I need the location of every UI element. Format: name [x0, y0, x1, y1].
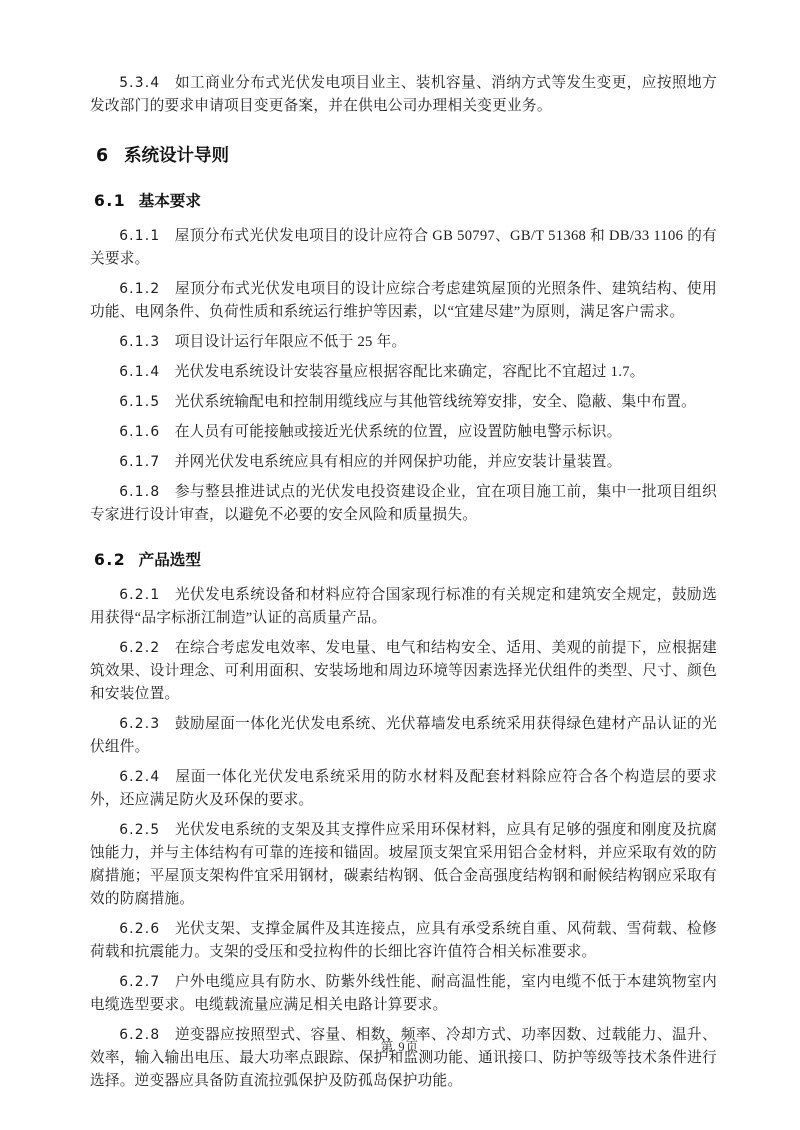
clause-6-2-4 [90, 766, 717, 812]
clause-5-3-4 [90, 72, 717, 118]
clause-text: 屋顶分布式光伏发电项目的设计应符合 GB 50797、GB/T 51368 和 DB/33 1106 的有关要求。 [90, 228, 717, 267]
clause-text: 鼓励屋面一体化光伏发电系统、光伏幕墙发电系统采用获得绿色建材产品认证的光伏组件。 [90, 716, 717, 755]
clause-6-2-7 [90, 971, 717, 1017]
clause-text: 屋面一体化光伏发电系统采用的防水材料及配套材料除应符合各个构造层的要求外，还应满足防火及环保的要求。 [90, 769, 717, 808]
clause-text: 参与整县推进试点的光伏发电投资建设企业，宜在项目施工前，集中一批项目组织专家进行设计审查，以避免不必要的安全风险和质量损失。 [90, 484, 717, 523]
clause-number: 6.1.8 [119, 484, 161, 500]
clause-number: 6.1.5 [119, 394, 161, 410]
clause-number: 6.1.2 [119, 281, 161, 297]
clause-text: 屋顶分布式光伏发电项目的设计应综合考虑建筑屋顶的光照条件、建筑结构、使用功能、电网条件、负荷性质和系统运行维护等因素，以“宜建尽建”为原则，满足客户需求。 [90, 281, 717, 320]
clause-text: 逆变器应按照型式、容量、相数、频率、冷却方式、功率因数、过载能力、温升、效率，输入输出电压、最大功率点跟踪、保护和监测功能、通讯接口、防护等级等技术条件进行选择。逆变器应具备防直流拉弧保护及防孤岛保护功能。 [90, 1027, 717, 1089]
clause-text: 光伏支架、支撑金属件及其连接点，应具有承受系统自重、风荷载、雪荷载、检修荷载和抗震能力。支架的受压和受拉构件的长细比容许值符合相关标准要求。 [90, 921, 717, 960]
subsection-title: 产品选型 [138, 551, 201, 569]
clause-number: 6.2.5 [119, 822, 161, 838]
clause-6-1-1 [90, 225, 717, 271]
clause-text: 项目设计运行年限应不低于 25 年。 [174, 334, 407, 350]
clause-text: 在人员有可能接触或接近光伏系统的位置，应设置防触电警示标识。 [174, 424, 622, 440]
section-title: 系统设计导则 [124, 146, 230, 166]
clause-number: 6.2.3 [119, 716, 161, 732]
clause-6-2-1 [90, 584, 717, 630]
clause-6-2-2 [90, 637, 717, 706]
clause-text: 光伏系统输配电和控制用缆线应与其他管线统筹安排，安全、隐蔽、集中布置。 [174, 394, 697, 410]
subsection-6-2-heading [90, 549, 717, 571]
clause-6-1-4 [90, 361, 717, 384]
subsection-title: 基本要求 [138, 192, 201, 210]
clause-text: 在综合考虑发电效率、发电量、电气和结构安全、适用、美观的前提下，应根据建筑效果、设计理念、可利用面积、安装场地和周边环境等因素选择光伏组件的类型、尺寸、颜色和安装位置。 [90, 640, 717, 702]
clause-text: 光伏发电系统设备和材料应符合国家现行标准的有关规定和建筑安全规定，鼓励选用获得“品字标浙江制造”认证的高质量产品。 [90, 587, 717, 626]
clause-6-2-5 [90, 819, 717, 911]
clause-6-1-5 [90, 391, 717, 414]
clause-number: 6.2.2 [119, 640, 161, 656]
clause-number: 6.2.6 [119, 921, 161, 937]
clause-number: 6.1.4 [119, 364, 161, 380]
clause-6-1-3 [90, 331, 717, 354]
clause-6-2-3 [90, 713, 717, 759]
clause-number: 6.2.8 [119, 1027, 161, 1043]
subsection-number: 6.1 [94, 192, 127, 210]
page-number: 第 9页 [380, 1040, 420, 1054]
subsection-number: 6.2 [94, 551, 127, 569]
clause-6-2-6 [90, 918, 717, 964]
clause-number: 6.1.1 [119, 228, 161, 244]
section-number: 6 [96, 146, 110, 166]
clause-6-1-7 [90, 451, 717, 474]
clause-text: 光伏发电系统的支架及其支撑件应采用环保材料，应具有足够的强度和刚度及抗腐蚀能力，并与主体结构有可靠的连接和锚固。坡屋顶支架宜采用铝合金材料，并应采取有效的防腐措施；平屋顶支架构件宜采用钢材，碳素结构钢、低合金高强度结构钢和耐候结构钢应采取有效的防腐措施。 [90, 822, 717, 907]
clause-number: 6.2.1 [119, 587, 161, 603]
clause-number: 6.1.3 [119, 334, 161, 350]
clause-number: 6.2.4 [119, 769, 161, 785]
clause-text: 户外电缆应具有防水、防紫外线性能、耐高温性能，室内电缆不低于本建筑物室内电缆选型要求。电缆载流量应满足相关电路计算要求。 [90, 974, 717, 1013]
clause-number: 6.1.7 [119, 454, 161, 470]
subsection-6-1-heading [90, 190, 717, 212]
clause-6-1-2 [90, 278, 717, 324]
clause-number: 5.3.4 [119, 75, 161, 91]
clause-number: 6.1.6 [119, 424, 161, 440]
document-content [90, 72, 717, 1100]
clause-text: 如工商业分布式光伏发电项目业主、装机容量、消纳方式等发生变更，应按照地方发改部门的要求申请项目变更备案，并在供电公司办理相关变更业务。 [90, 75, 717, 114]
clause-6-2-8 [90, 1024, 717, 1093]
section-6-heading [90, 144, 717, 168]
clause-number: 6.2.7 [119, 974, 161, 990]
clause-text: 并网光伏发电系统应具有相应的并网保护功能，并应安装计量装置。 [174, 454, 622, 470]
clause-6-1-8 [90, 481, 717, 527]
clause-text: 光伏发电系统设计安装容量应根据容配比来确定，容配比不宜超过 1.7。 [174, 364, 645, 380]
clause-6-1-6 [90, 421, 717, 444]
